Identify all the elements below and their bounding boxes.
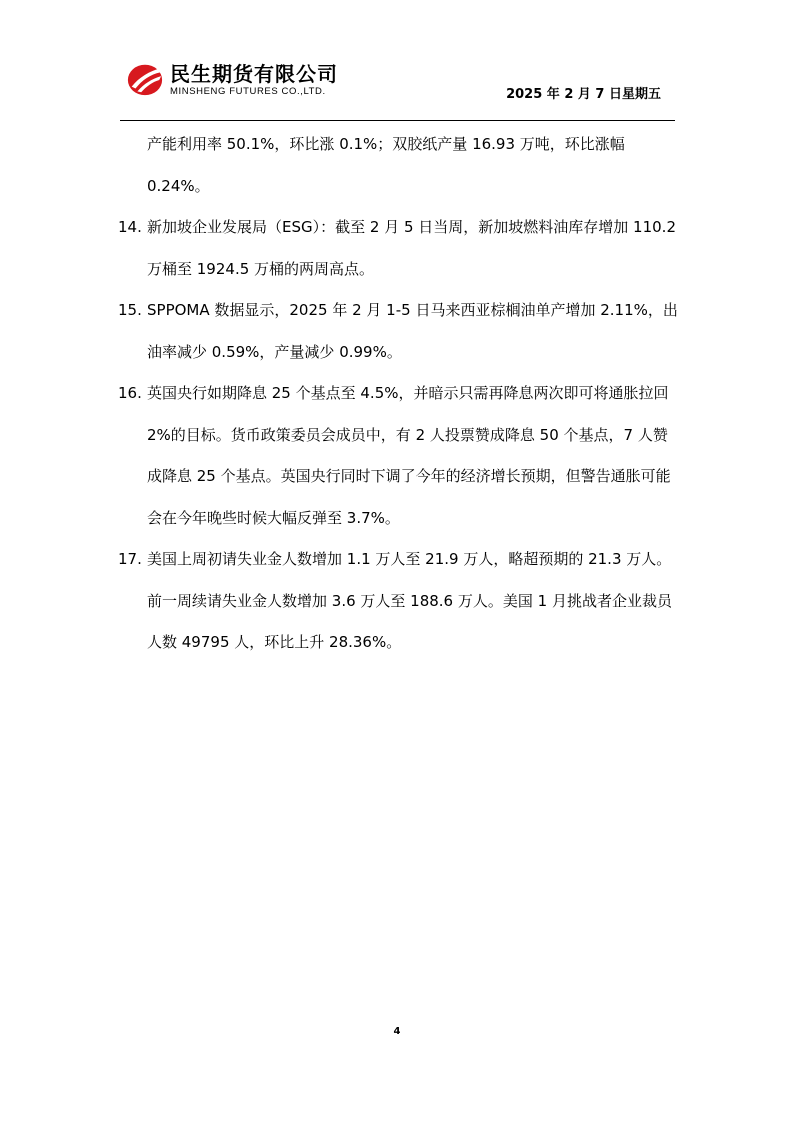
item-text: 新加坡企业发展局（ESG）：截至 2 月 5 日当周，新加坡燃料油库存增加 110.2 万桶至 1924.5 万桶的两周高点。 (147, 218, 676, 278)
logo-chinese-name: 民生期货有限公司 (170, 62, 338, 86)
continuation-paragraph (118, 124, 678, 207)
item-number: 15. (118, 301, 142, 319)
list-item (118, 290, 678, 373)
list-item (118, 207, 678, 290)
item-text: 英国央行如期降息 25 个基点至 4.5%，并暗示只需再降息两次即可将通胀拉回 2%的目标。货币政策委员会成员中，有 2 人投票赞成降息 50 个基点，7 人赞成降息 25 个基点。英国央行同时下调了今年的经济增长预期，但警告通胀可能会在今年晚些时候大幅反弹至 3.7%。 (147, 384, 671, 527)
item-number: 17. (118, 550, 142, 568)
minsheng-swoosh-icon (126, 60, 164, 98)
news-list (118, 124, 678, 664)
item-number: 14. (118, 218, 142, 236)
company-logo (126, 58, 366, 104)
logo-english-name: MINSHENG FUTURES CO.,LTD. (170, 86, 326, 97)
item-number: 16. (118, 384, 142, 402)
page-number: 4 (393, 1026, 401, 1037)
page-header (120, 52, 675, 121)
report-date: 2025 年 2 月 7 日星期五 (506, 87, 661, 102)
list-item (118, 539, 678, 664)
list-item (118, 373, 678, 539)
item-text: SPPOMA 数据显示，2025 年 2 月 1-5 日马来西亚棕榈油单产增加 2.11%，出油率减少 0.59%，产量减少 0.99%。 (147, 301, 678, 361)
item-text: 美国上周初请失业金人数增加 1.1 万人至 21.9 万人，略超预期的 21.3 万人。前一周续请失业金人数增加 3.6 万人至 188.6 万人。美国 1 月挑战者企业裁员人数 49795 人，环比上升 28.36%。 (147, 550, 672, 651)
continuation-text: 产能利用率 50.1%，环比涨 0.1%；双胶纸产量 16.93 万吨，环比涨幅 0.24%。 (147, 135, 625, 195)
